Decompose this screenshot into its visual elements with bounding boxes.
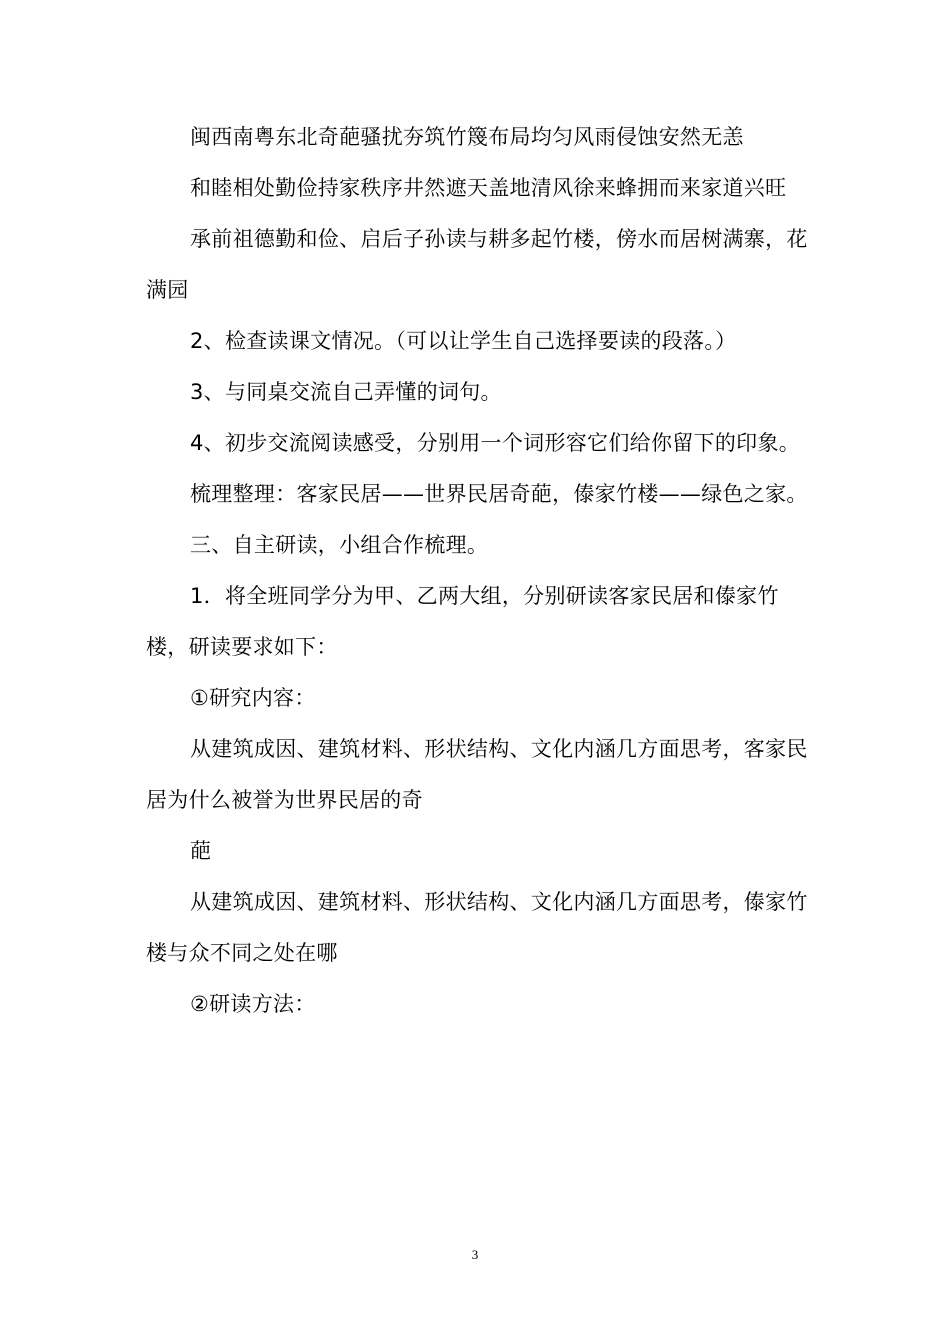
paragraph: 1．将全班同学分为甲、乙两大组，分别研读客家民居和傣家竹楼，研读要求如下：: [146, 584, 779, 659]
paragraph: 承前祖德勤和俭、启后子孙读与耕多起竹楼，傍水而居树满寨，花满园: [146, 227, 808, 302]
paragraph: 4、初步交流阅读感受，分别用一个词形容它们给你留下的印象。: [190, 431, 801, 455]
paragraph: 葩: [190, 839, 212, 863]
paragraph: 2、检查读课文情况。（可以让学生自己选择要读的段落。）: [190, 329, 737, 353]
page-number: 3: [471, 1247, 479, 1262]
paragraph: 3、与同桌交流自己弄懂的词句。: [190, 380, 502, 404]
document-body: [146, 112, 808, 1030]
paragraph: 和睦相处勤俭持家秩序井然遮天盖地清风徐来蜂拥而来家道兴旺: [190, 176, 787, 200]
paragraph: 闽西南粤东北奇葩骚扰夯筑竹篾布局均匀风雨侵蚀安然无恙: [190, 125, 744, 149]
paragraph: ②研读方法：: [190, 992, 316, 1016]
paragraph: 从建筑成因、建筑材料、形状结构、文化内涵几方面思考，客家民居为什么被誉为世界民居的奇: [146, 737, 808, 812]
paragraph: 梳理整理：客家民居——世界民居奇葩，傣家竹楼——绿色之家。: [190, 482, 808, 506]
section-heading: 三、自主研读，小组合作梳理。: [190, 533, 489, 557]
paragraph: 从建筑成因、建筑材料、形状结构、文化内涵几方面思考，傣家竹楼与众不同之处在哪: [146, 890, 808, 965]
paragraph: ①研究内容：: [190, 686, 316, 710]
